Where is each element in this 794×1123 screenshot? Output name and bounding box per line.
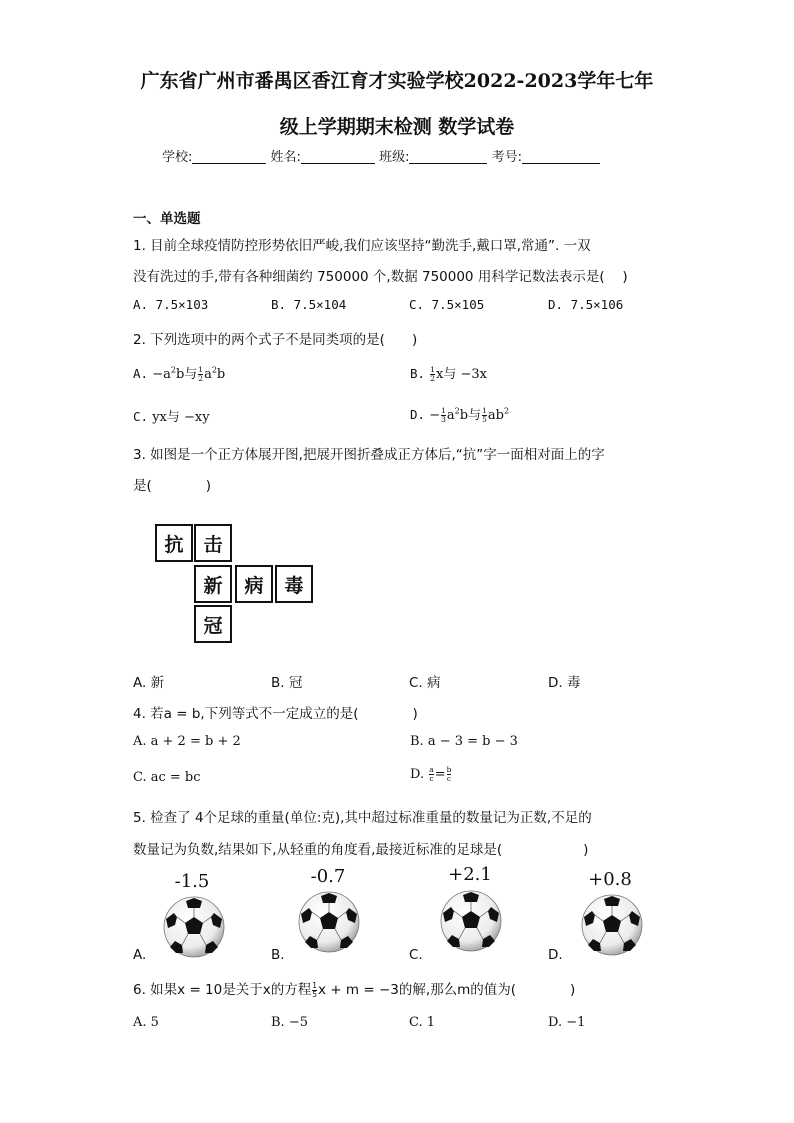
net-cell-du: 毒 (275, 565, 313, 603)
q2-option-c[interactable]: C. yx与 −xy (133, 409, 210, 425)
q2-option-b[interactable]: B. $\frac{1}{2}$ x与 −3x (410, 365, 487, 383)
q5-option-a[interactable]: A. (133, 947, 147, 963)
q3-option-c[interactable]: C. 病 (409, 675, 441, 691)
q1-option-c[interactable]: C. 7.5×105 (409, 297, 485, 312)
q1-option-a[interactable]: A. 7.5×103 (133, 297, 209, 312)
q6-option-b[interactable]: B. −5 (271, 1015, 308, 1030)
class-blank[interactable] (409, 149, 487, 164)
name-blank[interactable] (301, 149, 375, 164)
number-blank[interactable] (522, 149, 600, 164)
q4-option-c[interactable]: C. ac = bc (133, 770, 201, 785)
q5-option-c[interactable]: C. (409, 947, 423, 963)
q6-stem: 6. 如果x = 10是关于x的方程 $\frac{1}{5}$ x + m = −3的解,那么m的值为( ) (133, 980, 576, 999)
net-cell-xin: 新 (194, 565, 232, 603)
net-cell-bing: 病 (235, 565, 273, 603)
q4-option-a[interactable]: A. a + 2 = b + 2 (133, 734, 241, 749)
ball-c-label: +2.1 (448, 864, 492, 885)
q3-line2: 是( ) (133, 478, 212, 494)
q5-option-d[interactable]: D. (548, 947, 563, 963)
q4-option-b[interactable]: B. a − 3 = b − 3 (410, 734, 518, 749)
q6-option-c[interactable]: C. 1 (409, 1015, 436, 1030)
page-title-line2: 级上学期期末检测 数学试卷 (279, 116, 515, 138)
student-info (162, 146, 600, 165)
q3-option-b[interactable]: B. 冠 (271, 675, 303, 691)
q3-option-a[interactable]: A. 新 (133, 675, 165, 691)
q1-line1: 1. 目前全球疫情防控形势依旧严峻,我们应该坚持“勤洗手,戴口罩,常通”. 一双 (133, 238, 591, 254)
q4-option-d[interactable]: D. $\frac{a}{c}$ = $\frac{b}{c}$ (410, 765, 452, 783)
q1-line2: 没有洗过的手,带有各种细菌约 750000 个,数据 750000 用科学记数法表示是( ) (133, 269, 628, 285)
q1-option-b[interactable]: B. 7.5×104 (271, 297, 347, 312)
net-cell-kang: 抗 (155, 524, 193, 562)
soccer-ball-a-icon (162, 895, 226, 959)
school-blank[interactable] (192, 149, 266, 164)
net-cell-ji: 击 (194, 524, 232, 562)
name-label: 姓名: (270, 150, 301, 165)
q2-stem: 2. 下列选项中的两个式子不是同类项的是( ) (133, 332, 418, 348)
q2-option-a[interactable]: A. $-a^2b$与 $\frac{1}{2}$ $a^2b$ (133, 365, 226, 383)
ball-d-label: +0.8 (588, 869, 632, 890)
page-title-line1: 广东省广州市番禺区香江育才实验学校2022-2023学年七年 (140, 70, 654, 92)
q1-option-d[interactable]: D. 7.5×106 (548, 297, 624, 312)
school-label: 学校: (162, 150, 193, 165)
q4-stem: 4. 若a = b,下列等式不一定成立的是( ) (133, 706, 418, 722)
q6-option-d[interactable]: D. −1 (548, 1015, 586, 1030)
net-cell-guan: 冠 (194, 605, 232, 643)
class-label: 班级: (379, 150, 410, 165)
q5-line2: 数量记为负数,结果如下,从轻重的角度看,最接近标准的足球是( ) (133, 842, 589, 858)
number-label: 考号: (491, 150, 522, 165)
soccer-ball-b-icon (297, 890, 361, 954)
ball-b-label: -0.7 (310, 866, 346, 887)
q5-line1: 5. 检查了 4个足球的重量(单位:克),其中超过标准重量的数量记为正数,不足的 (133, 810, 592, 826)
ball-a-label: -1.5 (174, 871, 210, 892)
q5-option-b[interactable]: B. (271, 947, 285, 963)
q3-line1: 3. 如图是一个正方体展开图,把展开图折叠成正方体后,“抗”字一面相对面上的字 (133, 447, 605, 463)
q3-option-d[interactable]: D. 毒 (548, 675, 581, 691)
q6-option-a[interactable]: A. 5 (133, 1015, 159, 1030)
soccer-ball-c-icon (439, 889, 505, 955)
q2-option-d[interactable]: D. − $\frac{1}{3}$ $a^2b$与 $\frac{1}{5}$ $ab^2$ (410, 406, 510, 424)
soccer-ball-d-icon (580, 893, 644, 957)
section-heading: 一、单选题 (133, 211, 201, 227)
